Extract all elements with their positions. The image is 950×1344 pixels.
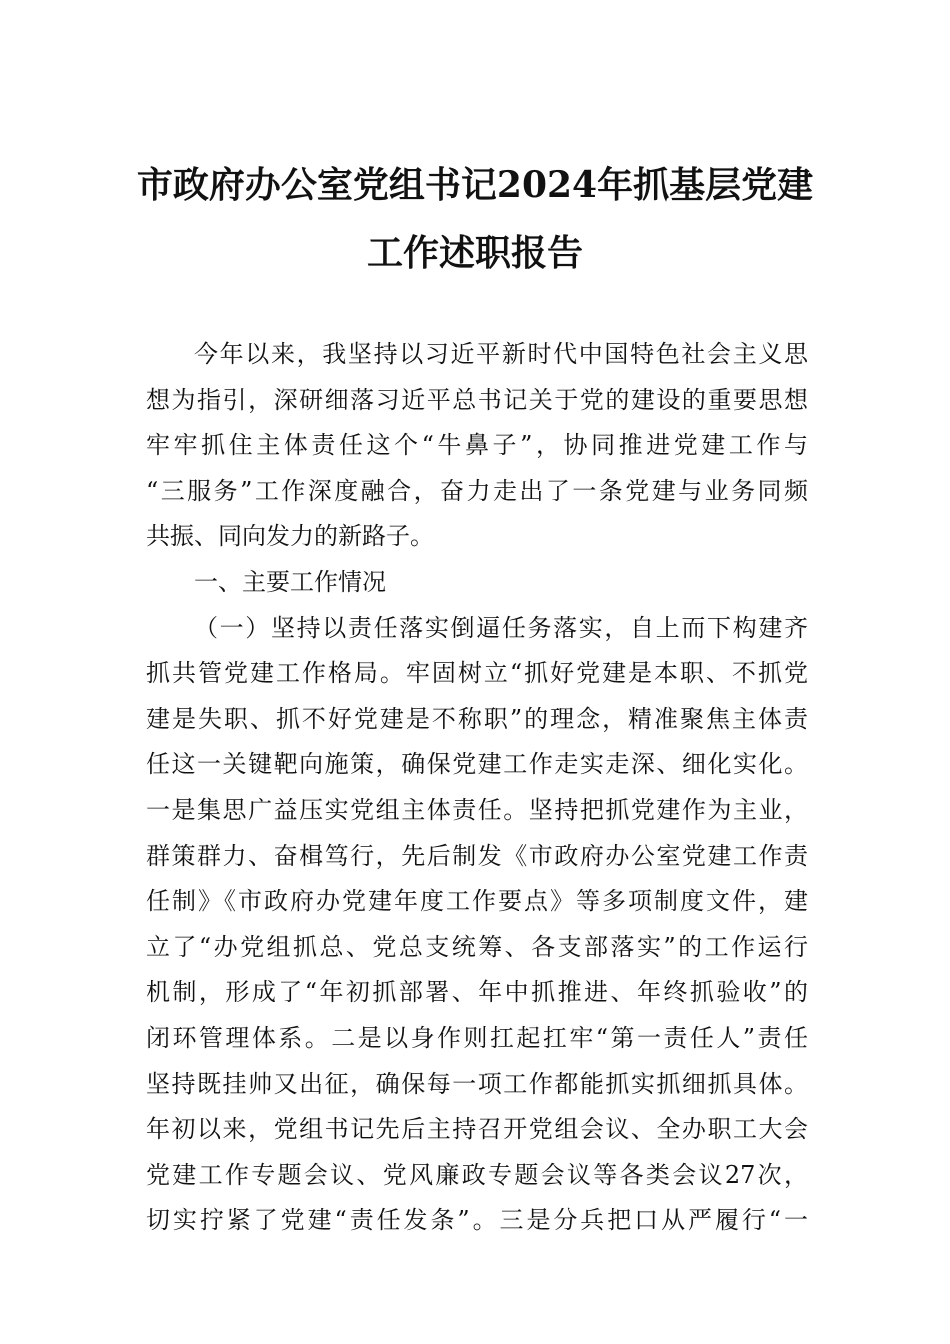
paragraph-line: “三服务”工作深度融合，奋力走出了一条党建与业务同频: [146, 476, 808, 505]
document-body: [146, 332, 808, 1244]
paragraph-line: 坚持既挂帅又出征，确保每一项工作都能抓实抓细抓具体。: [146, 1069, 808, 1098]
paragraph-line: 抓共管党建工作格局。牢固树立“抓好党建是本职、不抓党: [146, 659, 808, 688]
paragraph-line: 一是集思广益压实党组主体责任。坚持把抓党建作为主业，: [146, 795, 808, 824]
document-title-line-1: 市政府办公室党组书记2024年抓基层党建: [136, 164, 814, 206]
paragraph-line: 建是失职、抓不好党建是不称职”的理念，精准聚焦主体责: [146, 704, 808, 733]
paragraph-line: 党建工作专题会议、党风廉政专题会议等各类会议27次，: [146, 1160, 808, 1189]
paragraph-line: （一）坚持以责任落实倒逼任务落实，自上而下构建齐: [194, 613, 808, 642]
paragraph-line: 机制，形成了“年初抓部署、年中抓推进、年终抓验收”的: [146, 978, 808, 1007]
paragraph-line: 共振、同向发力的新路子。: [146, 522, 434, 551]
paragraph-line: 牢牢抓住主体责任这个“牛鼻子”，协同推进党建工作与: [146, 431, 808, 460]
paragraph-line: 任这一关键靶向施策，确保党建工作走实走深、细化实化。: [146, 750, 808, 779]
section-heading: 一、主要工作情况: [194, 567, 386, 596]
paragraph-line: 今年以来，我坚持以习近平新时代中国特色社会主义思: [194, 340, 808, 368]
paragraph-line: 年初以来，党组书记先后主持召开党组会议、全办职工大会: [146, 1115, 808, 1144]
paragraph-line: 切实拧紧了党建“责任发条”。三是分兵把口从严履行“一: [146, 1206, 808, 1235]
paragraph-line: 任制》《市政府办党建年度工作要点》等多项制度文件，建: [146, 887, 808, 916]
paragraph-line: 立了“办党组抓总、党总支统筹、各支部落实”的工作运行: [146, 932, 808, 961]
paragraph-line: 群策群力、奋楫笃行，先后制发《市政府办公室党建工作责: [146, 841, 808, 870]
document-title-line-2: 工作述职报告: [366, 232, 583, 274]
paragraph-line: 闭环管理体系。二是以身作则扛起扛牢“第一责任人”责任: [146, 1023, 808, 1052]
paragraph-line: 想为指引，深研细落习近平总书记关于党的建设的重要思想: [146, 385, 808, 414]
